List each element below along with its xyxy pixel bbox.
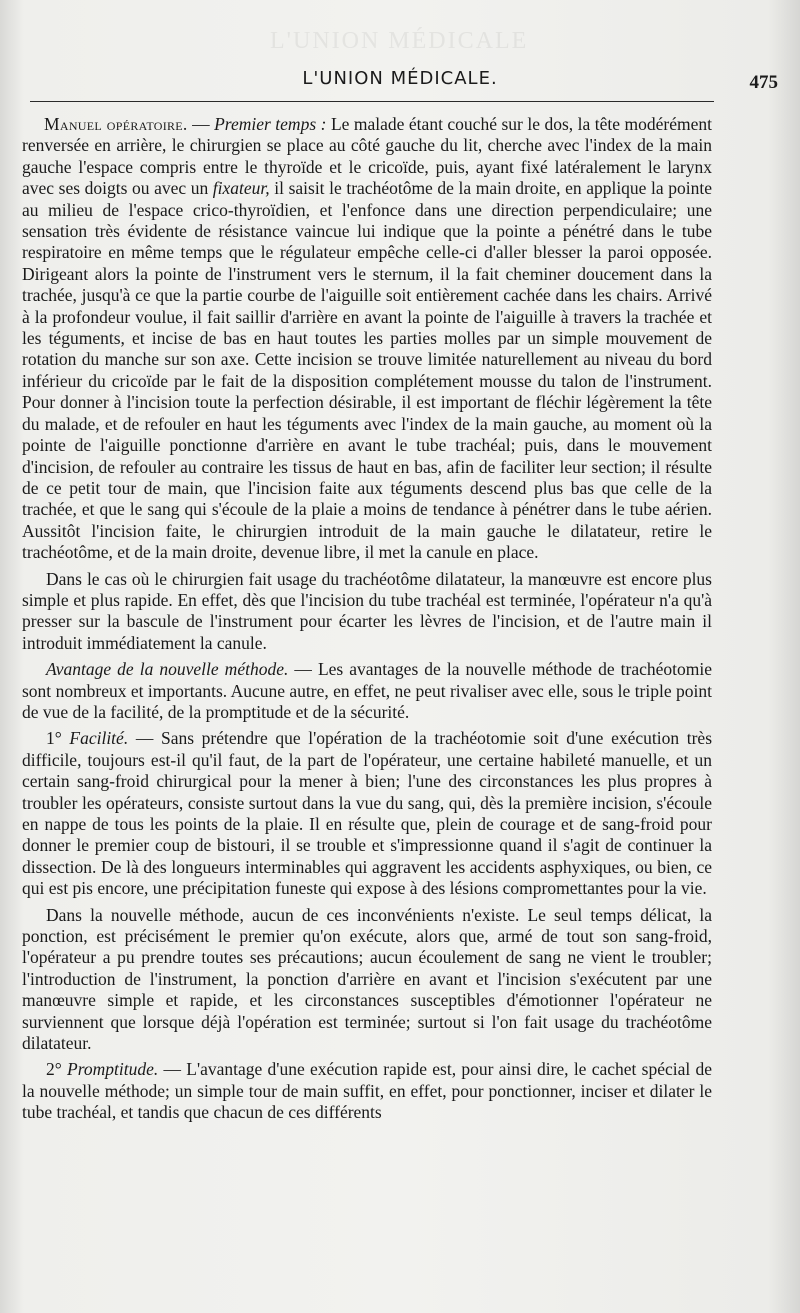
paragraph-nouvelle-methode xyxy=(22,905,712,1055)
paragraph-text: Le malade étant couché sur le dos, la tête modérément renversée en arrière, le chirurgien se place au côté gauche du lit, cherche avec l'index de la main gauche l'espace compris entre le thyroïde et le cricoïde, puis, ayant fixé latéralement le larynx avec ses doigts ou avec un xyxy=(22,114,712,199)
subheading-avantage: Avantage de la nouvelle méthode. xyxy=(46,659,289,680)
item-number: 1° xyxy=(46,728,70,749)
paragraph-text: L'avantage d'une exécution rapide est, pour ainsi dire, le cachet spécial de la nouvelle méthode; un simple tour de main suffit, en effet, pour ponctionner, inciser et dilater le tube trachéal, et tandis que chacun de ces différents xyxy=(22,1059,713,1123)
journal-title: L'UNION MÉDICALE. xyxy=(302,68,498,89)
item-number: 2° xyxy=(46,1059,68,1080)
header-rule xyxy=(30,101,714,102)
dash: — xyxy=(158,1059,187,1080)
paragraph-manuel-operatoire xyxy=(22,114,712,564)
paragraph-text: Dans la nouvelle méthode, aucun de ces inconvénients n'existe. Le seul temps délicat, la ponction, est précisément le premier qu'on exécute, alors que, armé de tout son sang-froid, l'opérateur a pu prendre toutes ses précautions; aucun écoulement de sang ne vient le troubler; l'introduction de l'instrument, la ponction d'arrière en avant et l'incision s'exécutent par une manœuvre simple et rapide, et les circonstances susceptibles d'émotionner l'opérateur ne surviennent que lorsque déjà l'opération est terminée; surtout si l'on fait usage du trachéotôme dilatateur. xyxy=(22,904,712,1054)
paragraph-promptitude xyxy=(22,1059,712,1123)
paragraph-avantage xyxy=(22,659,712,723)
dash: — xyxy=(128,728,161,749)
section-lead: Manuel opératoire. xyxy=(44,114,188,134)
bleed-through-text: L'UNION MÉDICALE xyxy=(270,28,529,54)
paragraph-dilatateur xyxy=(22,569,712,655)
paragraph-text: Les avantages de la nouvelle méthode de trachéotomie sont nombreux et importants. Aucune autre, en effet, ne peut rivaliser avec elle, sous le triple point de vue de la facilité, de la promptitude et de la sécurité. xyxy=(22,659,713,722)
dash: — xyxy=(187,114,215,134)
subheading-promptitude: Promptitude. xyxy=(67,1059,159,1080)
paragraph-text: Dans le cas où le chirurgien fait usage du trachéotôme dilatateur, la manœuvre est encore plus simple et plus rapide. En effet, dès que l'incision du tube trachéal est terminée, l'opérateur n'a qu'à presser sur la bascule de l'instrument pour écarter les lèvres de l'incision, et de l'autre main il introduit immédiatement la canule. xyxy=(22,568,712,653)
emphasis-fixateur: fixateur, xyxy=(212,178,270,199)
article-body xyxy=(22,114,712,1129)
paragraph-text: Sans prétendre que l'opération de la trachéotomie soit d'une exécution très difficile, toujours est-il qu'il faut, de la part de l'opérateur, une certaine habileté manuelle, et un certain sang-froid chirurgical pour la mener à bien; l'une des circonstances les plus propres à troubler les opérateurs, consiste surtout dans la vue du sang, qui, dès la première incision, s'écoule en nappe de tous les points de la plaie. Il en résulte que, plein de courage et de sang-froid pour donner le premier coup de bistouri, il se trouble et s'impressionne quand il s'agit de continuer la dissection. De là des longueurs interminables qui aggravent les accidents asphyxiques, ou bien, ce qui est pis encore, une précipitation funeste qui expose à des lésions compromettantes pour la vie. xyxy=(22,728,713,899)
page-number: 475 xyxy=(749,72,778,93)
paragraph-facilite xyxy=(22,728,712,899)
subheading-premier-temps: Premier temps : xyxy=(214,114,327,134)
dash: — xyxy=(288,659,318,680)
running-header xyxy=(22,66,778,96)
subheading-facilite: Facilité. xyxy=(69,728,129,749)
paragraph-text-continued: il saisit le trachéotôme de la main droite, en applique la pointe au milieu de l'espace crico-thyroïdien, et l'enfonce dans une direction perpendiculaire; une sensation très évidente de résistance vaincue lui indique que la pointe a pénétré dans le tube respiratoire en même temps que le régulateur empêche celle-ci d'aller blesser la paroi opposée. Dirigeant alors la pointe de l'instrument vers le sternum, il la fait cheminer doucement dans la trachée, jusqu'à ce que la partie courbe de l'aiguille soit entièrement cachée dans les chairs. Arrivé à la profondeur voulue, il fait saillir d'arrière en avant la pointe de l'aiguille à travers la trachée et les téguments, et incise de bas en haut toutes les parties molles par un simple mouvement de rotation du manche sur son axe. Cette incision se trouve limitée naturellement au niveau du bord inférieur du cricoïde par le fait de la disposition complétement mousse du talon de l'instrument. Pour donner à l'incision toute la perfection désirable, il est important de fléchir légèrement la tête du malade, et de refouler en haut les téguments avec l'index de la main gauche, au moment où la pointe de l'aiguille ponctionne d'arrière en avant le tube trachéal; puis, dans le mouvement d'incision, de refouler au contraire les tissus de haut en bas, afin de faciliter leur section; il résulte de ce petit tour de main, que l'incision faite aux téguments descend plus bas que celle de la trachée, et que le sang qui s'écoule de la plaie a moins de tendance à pénétrer dans le tube aérien. Aussitôt l'incision faite, le chirurgien introduit de la main gauche le dilatateur, retire le trachéotôme, et de la main droite, devenue libre, il met la canule en place. xyxy=(22,178,712,563)
